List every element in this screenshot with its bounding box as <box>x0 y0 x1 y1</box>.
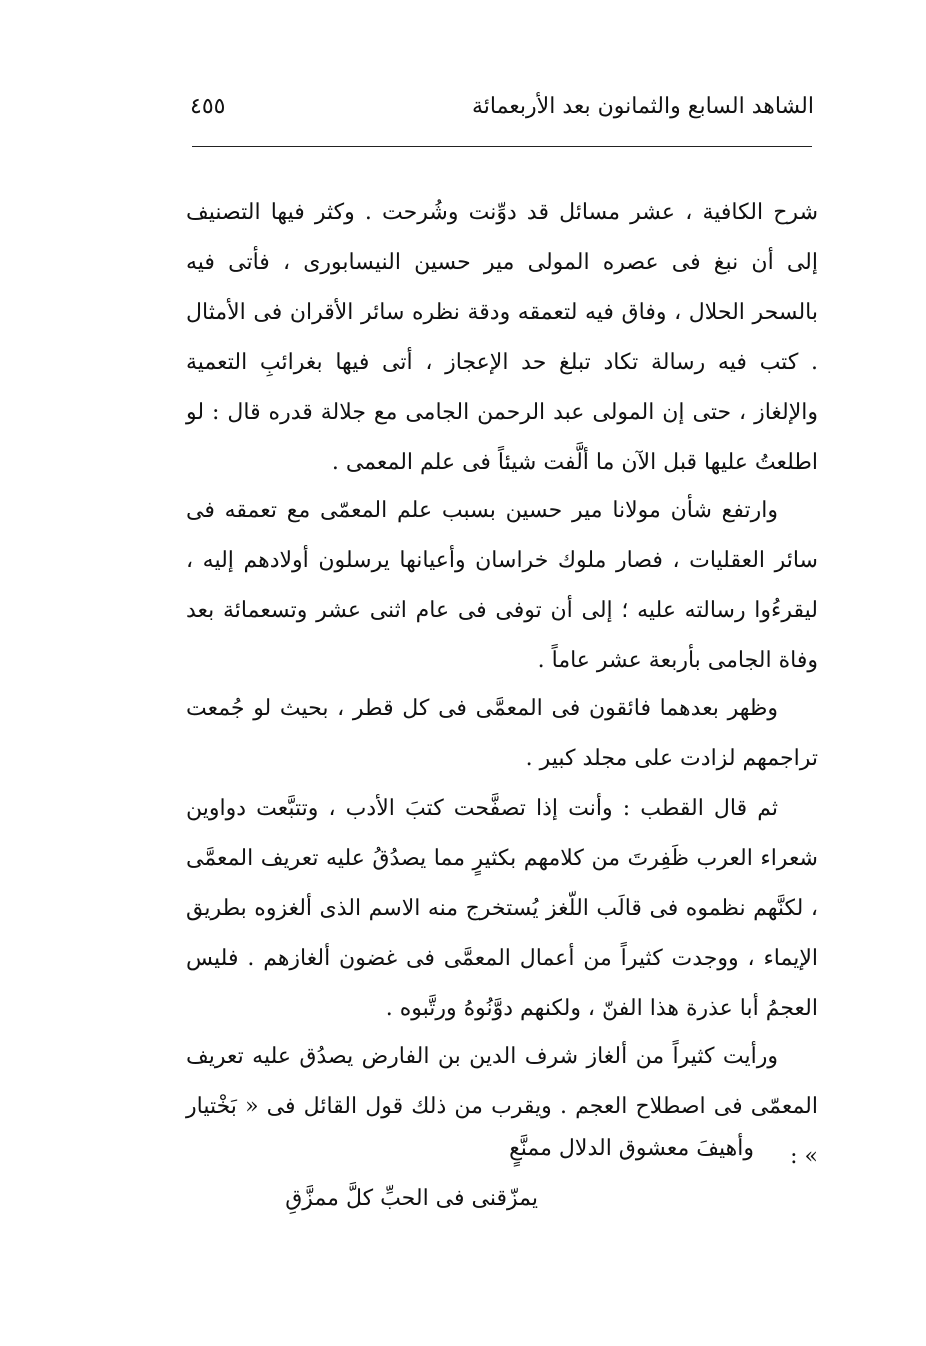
paragraph-text: ثم قال القطب : وأنت إذا تصفَّحت كتبَ الأدب ، وتتبَّعت دواوين شعراء العرب ظَفِرتَ من كلامهم بكثيرٍ مما يصدُقُ عليه تعريف المعمَّى ، لكنَّهم نظموه فى قالَب اللّغز يُستخرج منه الاسم الذى ألغزوه بطريق الإيماء ، ووجدت كثيراً من أعمال المعمَّى فى غضون ألغازهم . فليس العجمُ أبا عذرة هذا الفنّ ، ولكنهم دوَّنُوهُ ورتَّبوه . <box>186 796 818 1021</box>
verse-second-hemistich: يمزّقنى فى الحبِّ كلَّ ممزَّقِ <box>285 1186 538 1211</box>
paragraph <box>186 784 818 1034</box>
paragraph <box>186 486 818 686</box>
header-divider <box>192 146 812 147</box>
page-number: ٤٥٥ <box>190 93 226 119</box>
paragraph-text: وظهر بعدهما فائقون فى المعمَّى فى كل قطر ، بحيث لو جُمعت تراجمهم لزادت على مجلد كبير . <box>186 696 818 771</box>
running-title: الشاهد السابع والثمانون بعد الأربعمائة <box>471 93 814 119</box>
paragraph <box>186 684 818 784</box>
verse-first-hemistich: وأهيفَ معشوق الدلال ممنَّعٍ <box>509 1136 754 1161</box>
paragraph-text: ورأيت كثيراً من ألغاز شرف الدين بن الفارض يصدُق عليه تعريف المعمّى فى اصطلاح العجم . ويقرب من ذلك قول القائل فى « بَخْتيار » : <box>186 1044 818 1169</box>
paragraph-text: شرح الكافية ، عشر مسائل قد دوِّنت وشُرحت . وكثر فيها التصنيف إلى أن نبغ فى عصره المولى مير حسين النيسابورى ، فأتى فيه بالسحر الحلال ، وفاق فيه لتعمقه ودقة نظره سائر الأقران فى الأمثال . كتب فيه رسالة تكاد تبلغ حد الإعجاز ، أتى فيها بغرائبِ التعمية والإلغاز ، حتى إن المولى عبد الرحمن الجامى مع جلالة قدره قال : لو اطلعتُ عليها قبل الآن ما ألَّفت شيئاً فى علم المعمى . <box>186 200 818 475</box>
paragraph-text: وارتفع شأن مولانا مير حسين بسبب علم المعمّى مع تعمقه فى سائر العقليات ، فصار ملوك خراسان وأعيانها يرسلون أولادهم إليه ، ليقرءُوا رسالته عليه ؛ إلى أن توفى فى عام اثنى عشر وتسعمائة بعد وفاة الجامى بأربعة عشر عاماً . <box>186 498 818 673</box>
paragraph <box>186 188 818 488</box>
page-header <box>190 84 814 128</box>
